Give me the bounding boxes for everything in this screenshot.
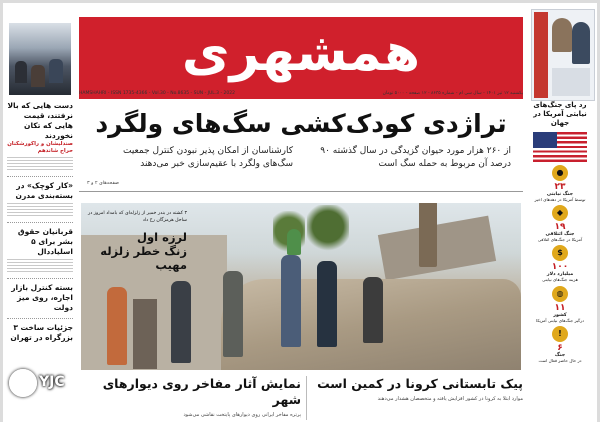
- bottom-headline: پیک تابستانی کرونا در کمین است: [317, 376, 523, 391]
- stat-unit: میلیارد دلار: [546, 272, 574, 278]
- left-news-headline: «کار کوچک» در بسته‌بندی مدرن: [15, 181, 73, 200]
- newspaper-front-page: [3, 3, 597, 422]
- photo-caption: ۳ کشته در بندر خمیر از زلزله‌ای که بامداد امروز در ساحل هرمزگان رخ داد: [87, 211, 187, 223]
- bomb-icon: ●: [552, 165, 568, 181]
- stat-text: توسط آمریکا در دهه‌های اخیر: [534, 197, 586, 202]
- photo-title-line: زنگ خطر زلزله مهیب: [100, 244, 187, 272]
- flag-canton: [533, 132, 557, 148]
- left-news-item: [7, 101, 73, 171]
- stat-number: ۲۳: [554, 182, 566, 192]
- dollar-icon: $: [552, 245, 568, 261]
- photo-rescuer: [317, 261, 337, 347]
- photo-figure: [15, 61, 27, 83]
- divider: [7, 176, 73, 177]
- divider: [79, 191, 523, 192]
- warning-icon: !: [552, 326, 568, 342]
- left-news-item: [7, 181, 73, 217]
- left-news-item: [7, 227, 73, 273]
- left-news-headline: بسته کنترل بازار اجاره، روی میز دولت: [11, 283, 73, 312]
- photo-title: [83, 230, 187, 272]
- us-flag-icon: [533, 132, 587, 162]
- stat-unit: کشور: [553, 312, 567, 318]
- watermark-logo-icon: [9, 369, 37, 397]
- photo-figure: [49, 59, 63, 83]
- infographic-stat: [527, 205, 593, 242]
- headline-deck-left: کارشناسان از امکان پذیر نبودن کنترل جمعیت سگ‌های ولگرد با عقیم‌سازی خبر می‌دهند: [123, 146, 293, 169]
- stat-text: هزینه جنگ‌های نیابتی: [542, 277, 578, 283]
- watermark: YJC: [39, 374, 65, 390]
- bottom-subhead: موارد ابتلا به کرونا در کشور افزایش یافته و متخصصان هشدار می‌دهند: [377, 396, 523, 402]
- bottom-story-right: [311, 376, 523, 403]
- left-news-body: [7, 259, 73, 273]
- infographic-stat: [527, 286, 593, 323]
- left-news-item: [7, 323, 73, 343]
- masthead: [79, 17, 523, 99]
- top-left-photo: [9, 23, 71, 95]
- pub-info-latin: HAMSHAHRI - ISSN 1735-4366 - Vol.30 - No.8635 - SUN - JUL.3 - 2022: [79, 91, 235, 96]
- photo-rescuer: [171, 281, 191, 363]
- photo-collapsed-slab: [378, 216, 496, 281]
- supplement-figure: [552, 18, 572, 52]
- stat-text: آمریکا در جنگ‌های ائتلافی: [537, 237, 583, 243]
- shield-icon: ◆: [552, 205, 568, 221]
- supplement-text-block: [552, 68, 590, 96]
- divider: [7, 318, 73, 319]
- stat-unit: جنگ ائتلافی: [545, 232, 575, 238]
- photo-rescuer: [287, 229, 301, 255]
- photo-palm-tree: [307, 205, 349, 259]
- left-news-red-line: صندلیشان و راکورشکنان حراج شاندهم: [7, 141, 73, 154]
- photo-door: [133, 299, 157, 369]
- bottom-story-left: [87, 376, 301, 419]
- infographic-stats: [527, 165, 593, 363]
- left-news-body: [7, 157, 73, 171]
- photo-rescuer: [107, 287, 127, 365]
- supplement-figure: [572, 22, 590, 64]
- photo-rescuer: [281, 255, 301, 347]
- supplement-spine: [534, 12, 548, 98]
- stat-number: ۱۹: [554, 222, 566, 233]
- right-infographic: [527, 101, 593, 363]
- infographic-stat: [527, 245, 593, 282]
- stat-number: ۶: [557, 342, 563, 353]
- stat-unit: جنگ نیابتی: [546, 192, 574, 197]
- divider: [7, 222, 73, 223]
- left-news-column: [7, 101, 73, 348]
- stat-number: ۱۰۰: [551, 262, 569, 273]
- pub-info-farsi: یکشنبه ۱۲ تیر ۱۴۰۱ - سال سی ام - شماره ۸۶۳۵ - ۱۲ صفحه - ۵۰۰۰ تومان: [382, 91, 523, 96]
- headline-deck-right: از ۲۶۰ هزار مورد حیوان گزیدگی در سال گذشته ۹۰ درصد آن مربوط به حمله سگ است: [320, 146, 511, 169]
- globe-icon: ◍: [552, 286, 568, 302]
- infographic-title: رد پای جنگ‌های نیابتی آمریکا در جهان: [533, 101, 587, 127]
- bottom-headline: نمایش آثار مفاخر روی دیوارهای شهر: [102, 376, 301, 407]
- bottom-subhead: پرتره مفاخر ایرانی روی دیوارهای پایتخت نقاشی می‌شود: [183, 412, 301, 418]
- page-reference: صفحه‌های ۲ و ۳: [87, 181, 119, 186]
- photo-figure: [31, 65, 45, 87]
- stat-unit: جنگ: [554, 352, 566, 358]
- stat-text: درگیر جنگ‌های نیابتی آمریکا: [536, 317, 584, 323]
- left-news-item: [7, 283, 73, 313]
- photo-rescuer: [419, 203, 437, 267]
- earthquake-photo: [81, 203, 521, 370]
- photo-rescuer: [363, 277, 383, 343]
- left-news-headline: قربانیان حقوق بشر برای ۵ اسلیاددال: [17, 227, 73, 256]
- main-headline: تراژدی کودک‌کشی سگ‌های ولگرد: [95, 109, 507, 138]
- infographic-stat: [527, 165, 593, 202]
- supplement-thumbnail: [531, 9, 595, 101]
- divider: [7, 278, 73, 279]
- stat-number: ۱۱: [554, 302, 566, 313]
- left-news-body: [7, 203, 73, 217]
- stat-text: در حال حاضر فعال است: [538, 357, 582, 363]
- infographic-stat: [527, 326, 593, 363]
- divider: [306, 376, 307, 420]
- photo-caption-box: [83, 211, 187, 272]
- photo-title-line: لرزه اول: [137, 230, 187, 244]
- photo-rescuer: [223, 271, 243, 357]
- newspaper-logo: همشهری: [181, 23, 421, 83]
- left-news-headline: جزئیات ساخت ۳ بزرگراه در تهران: [10, 323, 73, 342]
- left-news-headline: دست هایی که بالا نرفتند، قیمت هایی که تکان نخوردند: [7, 101, 73, 140]
